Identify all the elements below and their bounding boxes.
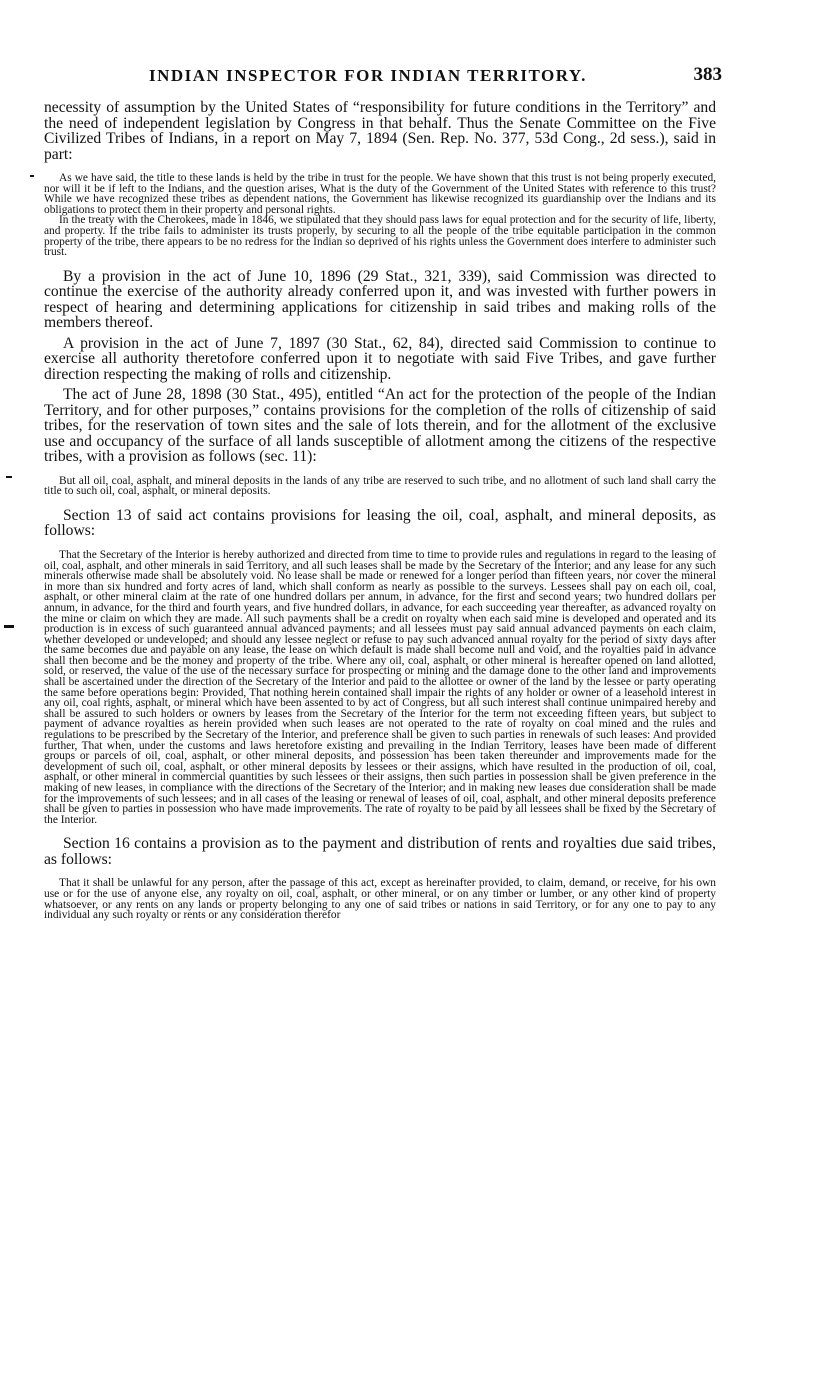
margin-mark xyxy=(4,625,14,628)
document-page xyxy=(44,64,722,922)
quoted-paragraph: That the Secretary of the Interior is hereby authorized and directed from time to time to provide rules and regulations in regard to the leasing of oil, coal, asphalt, and other minerals in said Territory, and all such leases shall be made by the Secretary of the Interior; and any lease for any such minerals otherwise made shall be absolutely void. No lease shall be made or renewed for a longer period than fifteen years, nor cover the mineral in more than six hundred and forty acres of land, which shall conform as nearly as possible to the surveys. Lessees shall pay on each oil, coal, asphalt, or other mineral claim at the rate of one hundred dollars per annum, in advance, for the first and second years; two hundred dollars per annum, in advance, for the third and fourth years, and five hundred dollars, in advance, for each succeeding year thereafter, as advanced royalty on the mine or claim on which they are made. All such payments shall be a credit on royalty when each said mine is developed and operated and its production is in excess of such guaranteed annual advanced payments; and all lessees must pay said annual advanced payments on each claim, whether developed or undeveloped; and should any lessee neglect or refuse to pay such advanced annual royalty for the period of sixty days after the same becomes due and payable on any lease, the lease on which default is made shall become null and void, and the royalties paid in advance shall then become and be the money and property of the tribe. Where any oil, coal, asphalt, or other mineral is hereafter opened on land allotted, sold, or reserved, the value of the use of the necessary surface for prospecting or mining and the damage done to the other land and improvements shall be ascertained under the direction of the Secretary of the Interior and paid to the allottee or owner of the land by the lessee or party operating the same before operations begin: Provided, That nothing herein contained shall impair the rights of any holder or owner of a leasehold interest in any oil, coal rights, asphalt, or mineral which have been assented to by act of Congress, but all such interest shall continue unimpaired hereby and shall be assured to such holders or owners by leases from the Secretary of the Interior for the term not exceeding fifteen years, but subject to payment of advance royalties as herein provided when such leases are not operated to the rate of royalty on coal mined and the rules and regulations to be prescribed by the Secretary of the Interior, and preference shall be given to such parties in renewals of such leases: And provided further, That when, under the customs and laws heretofore existing and prevailing in the Indian Territory, leases have been made of different groups or parcels of oil, coal, asphalt, or other mineral deposits, and possession has been taken thereunder and improvements made for the development of such oil, coal, asphalt, or other mineral deposits by lessees or their assigns, which have resulted in the production of oil, coal, asphalt, or other mineral in commercial quantities by such lessees or their assigns, then such parties in possession shall be given preference in the making of new leases, in compliance with the directions of the Secretary of the Interior; and in making new leases due consideration shall be made for the improvements of such lessees; and in all cases of the leasing or renewal of leases of oil, coal, asphalt, and other mineral deposits preference shall be given to parties in possession who have made improvements. The rate of royalty to be paid by all lessees shall be fixed by the Secretary of the Interior. xyxy=(44,548,716,826)
body-paragraph: By a provision in the act of June 10, 1896 (29 Stat., 321, 339), said Commission was directed to continue the exercise of the authority already conferred upon it, and was invested with further powers in respect of hearing and determining applications for citizenship in said tribes and making rolls of the members thereof. xyxy=(44,267,716,332)
margin-mark xyxy=(6,476,12,478)
body-paragraph: The act of June 28, 1898 (30 Stat., 495), entitled “An act for the protection of the people of the Indian Territory, and for other purposes,” contains provisions for the completion of the rolls of citizenship of said tribes, for the reservation of town sites and the sale of lots therein, and for the allotment of the exclusive use and occupancy of the surface of all lands susceptible of allotment among the citizens of the respective tribes, with a provision as follows (sec. 11): xyxy=(44,386,716,466)
margin-mark xyxy=(30,175,34,177)
running-title: INDIAN INSPECTOR FOR INDIAN TERRITORY. xyxy=(149,66,587,85)
page-number: 383 xyxy=(693,64,722,85)
quoted-paragraph: That it shall be unlawful for any person, after the passage of this act, except as hereinafter provided, to claim, demand, or receive, for his own use or for the use of anyone else, any royalty on oil, coal, asphalt, or other mineral, or on any timber or lumber, or any other kind of property whatsoever, or any rents on any lands or property belonging to any one of said tribes or nations in said Territory, or for any one to pay to any individual any such royalty or rents or any consideration therefor xyxy=(44,877,716,922)
quoted-paragraph: But all oil, coal, asphalt, and mineral deposits in the lands of any tribe are reserved to such tribe, and no allotment of such land shall carry the title to such oil, coal, asphalt, or mineral deposits. xyxy=(44,474,716,498)
body-paragraph: A provision in the act of June 7, 1897 (30 Stat., 62, 84), directed said Commission to continue to exercise all authority theretofore conferred upon it to negotiate with said Five Tribes, and gave further direction respecting the making of rolls and citizenship. xyxy=(44,334,716,383)
body-paragraph: necessity of assumption by the United States of “responsibility for future conditions in the Territory” and the need of independent legislation by Congress in that behalf. Thus the Senate Committee on the Five Civilized Tribes of Indians, in a report on May 7, 1894 (Sen. Rep. No. 377, 53d Cong., 2d sess.), said in part: xyxy=(44,99,716,163)
body-paragraph: Section 16 contains a provision as to the payment and distribution of rents and royalties due said tribes, as follows: xyxy=(44,835,716,868)
quoted-paragraph: In the treaty with the Cherokees, made in 1846, we stipulated that they should pass laws for equal protection and for the security of life, liberty, and property. If the tribe fails to administer its trusts properly, by securing to all the people of the tribe equitable participation in the common property of the tribe, there appears to be no redress for the Indian so deprived of his rights unless the Government does interfere to administer such trust. xyxy=(44,214,716,259)
body-paragraph: Section 13 of said act contains provisions for leasing the oil, coal, asphalt, and mineral deposits, as follows: xyxy=(44,506,716,540)
running-header xyxy=(44,64,722,92)
quoted-paragraph: As we have said, the title to these lands is held by the tribe in trust for the people. We have shown that this trust is not being properly executed, nor will it be if left to the Indians, and the question arises, What is the duty of the Government of the United States with reference to this trust? While we have recognized these tribes as dependent nations, the Government has likewise recognized its guardianship over the Indians and its obligations to protect them in their property and personal rights. xyxy=(44,172,716,216)
